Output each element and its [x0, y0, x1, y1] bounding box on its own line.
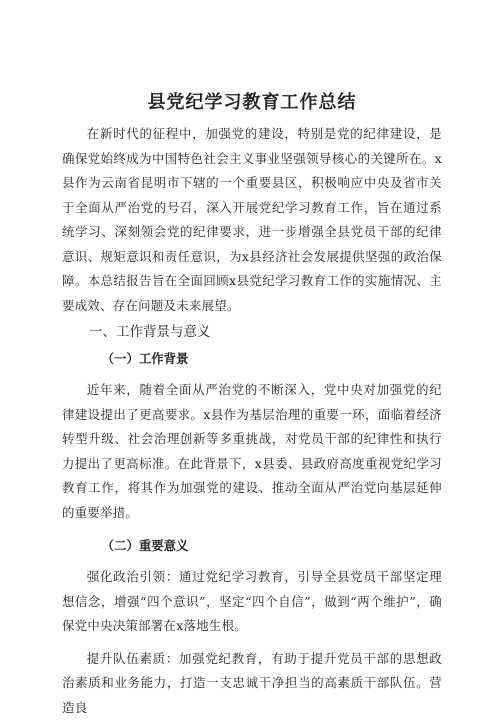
document-title: 县党纪学习教育工作总结 [62, 90, 442, 116]
intro-paragraph: 在新时代的征程中，加强党的建设，特别是党的纪律建设，是确保党始终成为中国特色社会主义事业坚强领导核心的关键所在。x县作为云南省昆明市下辖的一个重要县区，积极响应中央及省市关于全面从严治党的号召，深入开展党纪学习教育工作，旨在通过系统学习、深刻领会党的纪律要求，进一步增强全县党员干部的纪律意识、规矩意识和责任意识，为x县经济社会发展提供坚强的政治保障。本总结报告旨在全面回顾x县党纪学习教育工作的实施情况、主要成效、存在问题及未来展望。 [62, 122, 442, 318]
significance-paragraph-2: 提升队伍素质：加强党纪教育，有助于提升党员干部的思想政治素质和业务能力，打造一支忠诚干净担当的高素质干部队伍。营造良 [62, 647, 442, 720]
section-heading: 一、工作背景与意义 [62, 319, 442, 345]
background-paragraph: 近年来，随着全面从严治党的不断深入，党中央对加强党的纪律建设提出了更高要求。x县作为基层治理的重要一环，面临着经济转型升级、社会治理创新等多重挑战，对党员干部的纪律性和执行力提出了更高标准。在此背景下，x县委、县政府高度重视党纪学习教育工作，将其作为加强党的建设、推动全面从严治党向基层延伸的重要举措。 [62, 378, 442, 525]
spacer [62, 639, 442, 647]
subsection-heading-background: （一）工作背景 [62, 346, 442, 372]
spacer [62, 525, 442, 533]
subsection-heading-significance: （二）重要意义 [62, 533, 442, 559]
significance-paragraph-1: 强化政治引领：通过党纪学习教育，引导全县党员干部坚定理想信念，增强“四个意识”，坚定“四个自信”，做到“两个维护”，确保党中央决策部署在x落地生根。 [62, 565, 442, 639]
